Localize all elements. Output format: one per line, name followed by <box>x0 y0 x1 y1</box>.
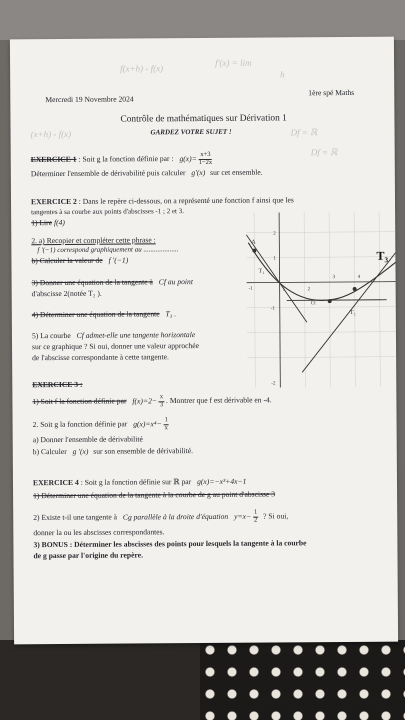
tick-3: 3 <box>332 275 336 281</box>
exam-sheet <box>10 37 398 645</box>
tick-y-minus-2: -2 <box>271 381 276 387</box>
exercise-2-q2b-text: b) Calculer la valeur de <box>31 255 103 266</box>
ghost-text-4: (x+h) - f(x) <box>30 128 72 140</box>
exercise-4-q2-line: y=x− <box>234 511 252 521</box>
exercise-3-q2-den: x <box>164 423 168 431</box>
exercise-4-q1: 1) Déterminer une équation de la tangente à la courbe de g au point d'abscisse 3 <box>33 489 276 501</box>
exercise-1-numerator: x+3 <box>200 150 211 159</box>
exercise-4-q2-curve: Cg parallèle à la droite d'équation <box>122 511 229 522</box>
exercise-4-label: EXERCICE 4 <box>32 477 79 488</box>
exercise-4-q2-num: 1 <box>253 508 258 516</box>
exercise-2-q3a <box>32 278 193 287</box>
tick-1: 1 <box>282 287 286 293</box>
exercise-2-intro-1 <box>31 196 294 206</box>
exercise-1-fraction <box>199 152 213 166</box>
exercise-2-intro-text: : Dans le repère ci-dessous, on a représenté une fonction f ainsi que les <box>78 195 294 206</box>
x-axis <box>247 282 397 283</box>
exercise-1-end: sur cet ensemble. <box>210 167 263 177</box>
exercise-4-intro <box>33 478 247 487</box>
exercise-1-question: Déterminer l'ensemble de dérivabilité puis calculer <box>30 168 186 179</box>
tick-2: 2 <box>307 287 311 293</box>
exercise-3-q1-fraction <box>159 394 164 408</box>
exercise-2-q5a-text: 5) La courbe <box>31 330 71 341</box>
y-axis <box>279 212 280 387</box>
exercise-2-q2a <box>31 236 155 245</box>
exercise-2-q4 <box>32 310 176 319</box>
exercise-4-q2-den: 2 <box>253 516 258 524</box>
exercise-3-q1-den: 3 <box>159 400 164 408</box>
exercise-3-q1-function: f(x)=2− <box>132 396 158 406</box>
exercise-3-q2 <box>33 417 169 432</box>
ghost-text-5: Df = ℝ <box>290 127 318 138</box>
patterned-cloth <box>200 640 405 720</box>
background-top <box>0 0 405 40</box>
exercise-1-function: g(x)= <box>179 153 197 163</box>
exercise-1-line-1 <box>31 152 213 167</box>
exercise-4-q2-text: 2) Existe t-il une tangente à <box>33 512 117 522</box>
exercise-2-q2a-text: 2. a) Recopier et compléter cette phrase : <box>31 235 156 246</box>
exercise-2-q2b <box>31 257 128 266</box>
exercise-2-label: EXERCICE 2 <box>30 196 77 207</box>
tick-minus-1: -1 <box>248 286 253 292</box>
tick-y-minus-1: -1 <box>270 306 275 312</box>
exercise-2-q5a <box>32 331 195 340</box>
exercise-2-q4-text: 4) Déterminer une équation de la tangente <box>31 309 160 320</box>
label-t2: T₂ <box>349 309 356 316</box>
exercise-3-q2-text: 2. Soit g la fonction définie par <box>32 419 128 429</box>
exercise-3-q2b-end: sur son ensemble de dérivabilité. <box>93 446 194 456</box>
point-x3 <box>353 287 357 291</box>
class-level: 1ère spé Maths <box>308 87 355 98</box>
label-a: A <box>251 239 256 246</box>
exercise-2-q5a-rest: Cf admet-elle une tangente horizontale <box>76 330 196 340</box>
exercise-3-q2a: a) Donner l'ensemble de dérivabilité <box>32 434 143 445</box>
exercise-2-q2b-value: f '(−1) <box>108 255 129 265</box>
exam-date: Mercredi 19 Novembre 2024 <box>45 94 134 105</box>
function-graph <box>246 212 397 388</box>
exercise-2-q5c: de l'abscisse correspondante à cette tangente. <box>32 352 169 363</box>
point-x2 <box>328 299 332 303</box>
exercise-4-intro-text: : Soit g la fonction définie sur ℝ par <box>80 477 192 487</box>
exercise-4-q2-fraction <box>253 510 258 524</box>
exercise-2-q3a-text: 3) Donner une équation de la tangente à <box>31 277 153 288</box>
exercise-3-q1 <box>32 394 271 410</box>
exercise-3-q2-fraction <box>164 417 169 431</box>
exam-title: Contrôle de mathématiques sur Dérivation 1 <box>120 113 287 125</box>
ghost-text-2: f'(x) = lim <box>215 57 252 68</box>
exercise-4-q3: 3) BONUS : Déterminer les abscisses des points pour lesquels la tangente à la courbe <box>33 538 307 550</box>
ghost-text-1: f(x+h) - f(x) <box>120 63 164 74</box>
exercise-3-q1-num: x <box>159 393 164 401</box>
tick-y-1: 1 <box>273 256 276 262</box>
exercise-3-label: EXERCICE 3 : <box>32 379 83 390</box>
curve-cf <box>248 239 396 301</box>
point-a <box>252 249 256 253</box>
exercise-3-q2b-derivative: g '(x) <box>72 446 89 456</box>
label-t3: T₃ <box>376 248 389 263</box>
exercise-4-function: g(x)=−x³+4x−1 <box>197 476 247 487</box>
ghost-text-3: h <box>280 69 285 80</box>
tangent-t2 <box>287 300 387 301</box>
exercise-2-q2a-phrase: f '(−1) correspond graphiquement au .................... <box>37 245 179 255</box>
exercise-3-q2b-text: b) Calculer <box>32 446 67 457</box>
exercise-4-q2e: donner la ou les abscisses correspondantes. <box>33 527 165 538</box>
exercise-4-q2-end: ? Si oui, <box>263 511 289 521</box>
exercise-1-label: EXERCICE 1 <box>30 154 77 164</box>
exercise-2-q1-text: 1) Lire <box>31 218 53 228</box>
label-t1: T₁ <box>258 268 265 275</box>
exercise-2-intro-2: tangentes à sa courbe aux points d'abscisses -1 ; 2 et 3. <box>31 207 185 217</box>
exercise-2-q1-value: f(4) <box>53 217 65 228</box>
exercise-2-q1 <box>31 219 65 227</box>
exercise-2-q4-tangent: T₃ . <box>165 309 177 319</box>
exercise-3-q2b <box>33 447 193 456</box>
exercise-3-q1-end: . Montrer que f est dérivable en -4. <box>166 395 272 406</box>
exercise-3-q2-function: g(x)=x⁴− <box>133 419 162 429</box>
exercise-1-denominator: 1−2x <box>198 158 213 166</box>
tangent-t1 <box>246 234 307 322</box>
exercise-2-q3b: d'abscisse 2(notée T₂ ). <box>31 288 102 299</box>
exercise-1-line-2 <box>31 169 263 179</box>
exercise-1-text: : Soit g la fonction définie par : <box>78 153 174 164</box>
exercise-2-q5b: sur ce graphique ? Si oui, donner une valeur approchée <box>32 341 200 352</box>
exercise-3-q2-num: 1 <box>164 416 168 424</box>
exercise-2-q3a-curve: Cf au point <box>158 277 193 287</box>
tick-4: 4 <box>357 274 361 280</box>
exercise-1-derivative: g'(x) <box>191 167 206 178</box>
ghost-text-6: Df = ℝ <box>310 147 338 158</box>
exercise-3-q1-text: 1) Soit f la fonction définie par <box>32 396 127 406</box>
label-cf: Cf <box>310 301 316 307</box>
exercise-4-q3b: de g passe par l'origine du repère. <box>33 550 144 561</box>
exercise-4-q2 <box>33 509 288 525</box>
tick-y-2: 2 <box>273 231 276 237</box>
exam-subtitle: GARDEZ VOTRE SUJET ! <box>150 127 232 137</box>
